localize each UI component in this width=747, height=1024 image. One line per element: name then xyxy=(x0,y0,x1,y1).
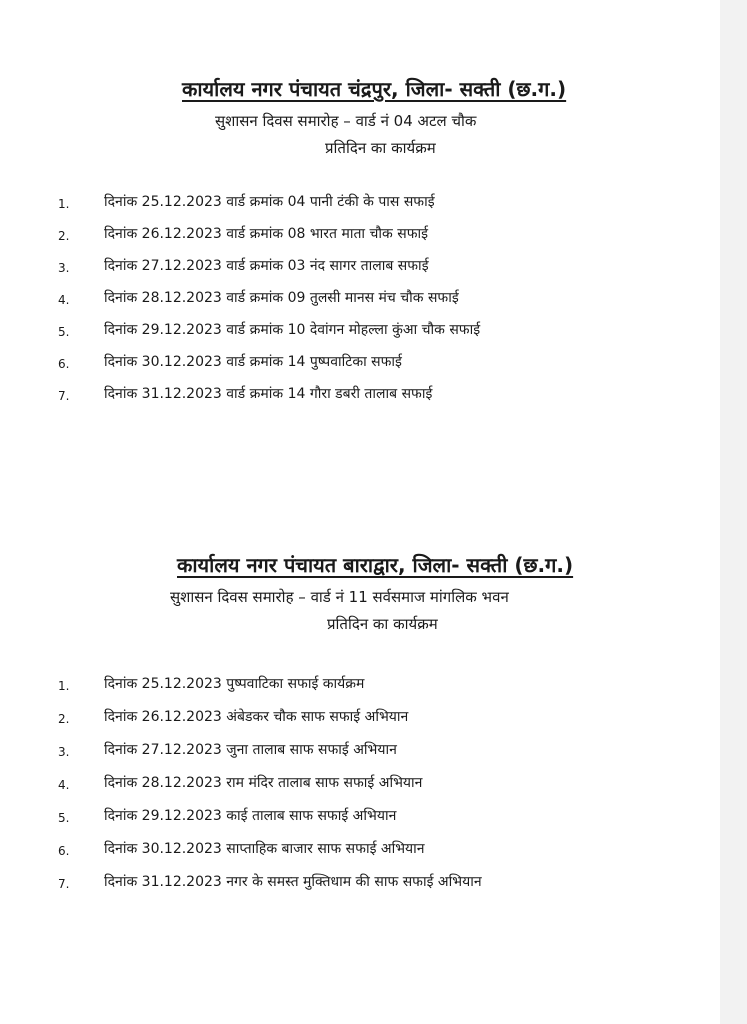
item-text: दिनांक 31.12.2023 नगर के समस्त मुक्तिधाम की साफ सफाई अभियान xyxy=(104,874,482,890)
item-text: दिनांक 26.12.2023 अंबेडकर चौक साफ सफाई अभियान xyxy=(104,709,409,725)
list-item xyxy=(0,872,720,905)
list-item xyxy=(0,384,720,416)
item-text: दिनांक 31.12.2023 वार्ड क्रमांक 14 गौरा डबरी तालाब सफाई xyxy=(104,386,433,402)
list-item xyxy=(0,674,720,707)
item-text: दिनांक 30.12.2023 वार्ड क्रमांक 14 पुष्पवाटिका सफाई xyxy=(104,354,402,370)
item-text: दिनांक 28.12.2023 राम मंदिर तालाब साफ सफाई अभियान xyxy=(104,775,423,791)
list-item xyxy=(0,256,720,288)
office-title: कार्यालय नगर पंचायत बाराद्वार, जिला- सक्ती (छ.ग.) xyxy=(177,553,574,577)
item-number: 5. xyxy=(58,811,70,825)
item-number: 4. xyxy=(58,778,70,792)
item-number: 1. xyxy=(58,679,70,693)
item-text: दिनांक 30.12.2023 साप्ताहिक बाजार साफ सफाई अभियान xyxy=(104,841,425,857)
item-number: 1. xyxy=(58,197,70,211)
item-number: 2. xyxy=(58,712,70,726)
list-item xyxy=(0,352,720,384)
list-item xyxy=(0,288,720,320)
program-list xyxy=(0,674,720,905)
item-text: दिनांक 26.12.2023 वार्ड क्रमांक 08 भारत माता चौक सफाई xyxy=(104,226,428,242)
item-text: दिनांक 25.12.2023 पुष्पवाटिका सफाई कार्यक्रम xyxy=(104,676,365,692)
page-edge-margin xyxy=(720,0,747,1024)
daily-program-heading: प्रतिदिन का कार्यक्रम xyxy=(325,139,436,157)
list-item xyxy=(0,773,720,806)
item-text: दिनांक 25.12.2023 वार्ड क्रमांक 04 पानी टंकी के पास सफाई xyxy=(104,194,435,210)
list-item xyxy=(0,740,720,773)
daily-program-heading: प्रतिदिन का कार्यक्रम xyxy=(327,615,438,633)
item-number: 7. xyxy=(58,877,70,891)
item-number: 7. xyxy=(58,389,70,403)
list-item xyxy=(0,192,720,224)
list-item xyxy=(0,806,720,839)
item-text: दिनांक 27.12.2023 वार्ड क्रमांक 03 नंद सागर तालाब सफाई xyxy=(104,258,429,274)
item-text: दिनांक 27.12.2023 जुना तालाब साफ सफाई अभियान xyxy=(104,742,397,758)
event-subtitle: सुशासन दिवस समारोह – वार्ड नं 11 सर्वसमाज मांगलिक भवन xyxy=(170,588,509,606)
list-item xyxy=(0,839,720,872)
list-item xyxy=(0,320,720,352)
office-title: कार्यालय नगर पंचायत चंद्रपुर, जिला- सक्ती (छ.ग.) xyxy=(182,77,567,101)
item-text: दिनांक 28.12.2023 वार्ड क्रमांक 09 तुलसी मानस मंच चौक सफाई xyxy=(104,290,459,306)
item-text: दिनांक 29.12.2023 वार्ड क्रमांक 10 देवांगन मोहल्ला कुंआ चौक सफाई xyxy=(104,322,481,338)
program-list xyxy=(0,192,720,416)
event-subtitle: सुशासन दिवस समारोह – वार्ड नं 04 अटल चौक xyxy=(215,112,477,130)
item-number: 6. xyxy=(58,844,70,858)
item-number: 4. xyxy=(58,293,70,307)
list-item xyxy=(0,224,720,256)
item-number: 6. xyxy=(58,357,70,371)
item-number: 3. xyxy=(58,745,70,759)
item-text: दिनांक 29.12.2023 काई तालाब साफ सफाई अभियान xyxy=(104,808,397,824)
item-number: 2. xyxy=(58,229,70,243)
item-number: 3. xyxy=(58,261,70,275)
list-item xyxy=(0,707,720,740)
item-number: 5. xyxy=(58,325,70,339)
